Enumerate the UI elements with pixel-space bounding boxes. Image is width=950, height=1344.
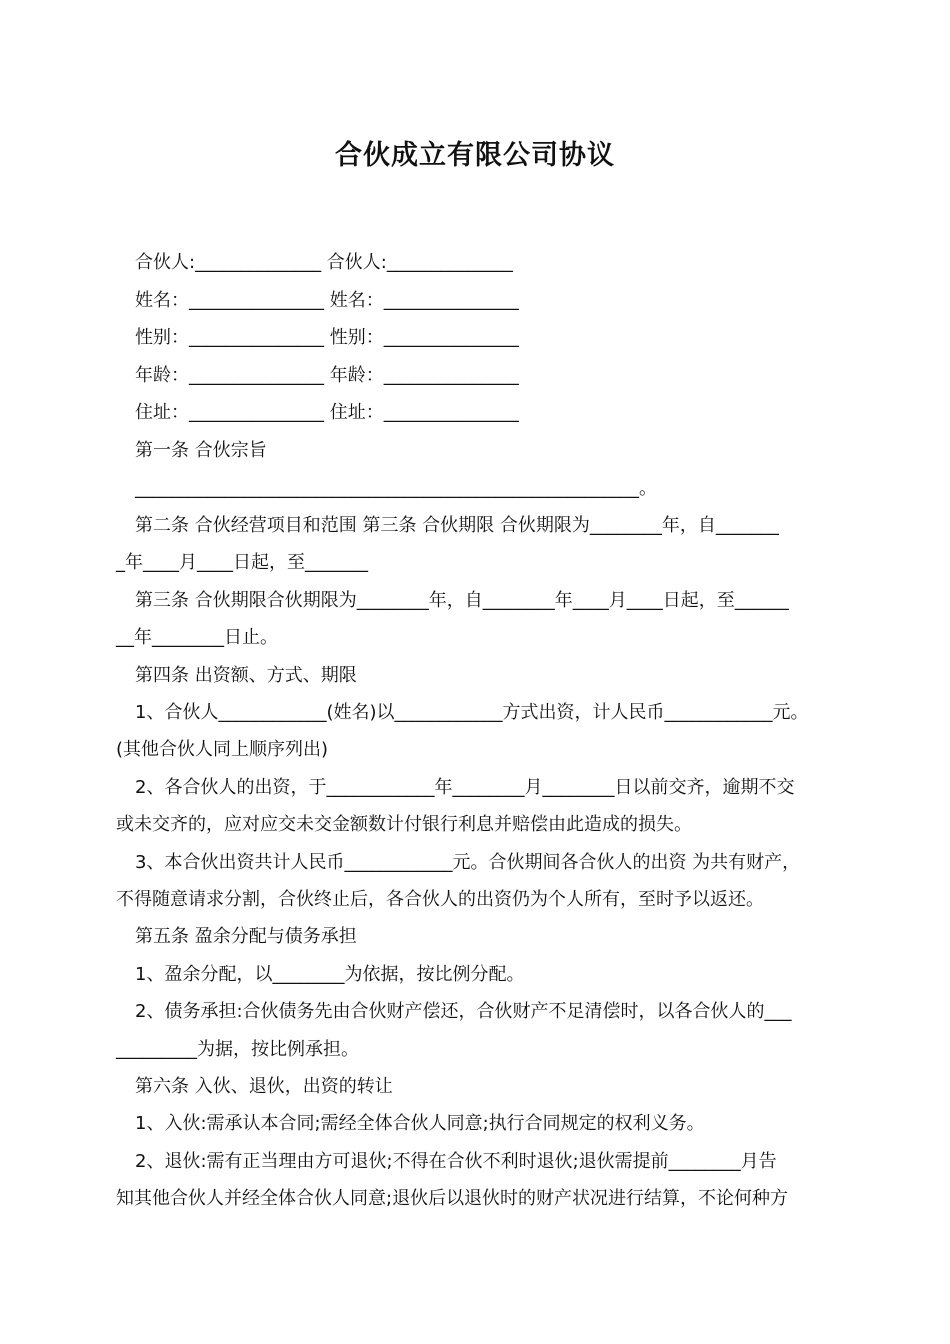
article-5-item-2-cont: _________为据，按比例承担。 (116, 1039, 359, 1060)
article-4-item-2: 2、各合伙人的出资，于____________年________月________日以前交齐，逾期不交 (135, 777, 795, 798)
article-4-item-3: 3、本合伙出资共计人民币____________元。合伙期间各合伙人的出资 为共有财产， (135, 852, 801, 873)
article-2-cont: _年____月____日起，至_______ (116, 552, 368, 573)
article-1-blank: ________________________________________________________。 (135, 478, 657, 499)
article-4-item-3-cont: 不得随意请求分割，合伙终止后，各合伙人的出资仍为个人所有，至时予以返还。 (116, 889, 764, 910)
article-3-line: 第三条 合伙期限合伙期限为________年，自________年____月____日起，至______ (135, 590, 789, 611)
article-6-item-2-cont: 知其他合伙人并经全体合伙人同意;退伙后以退伙时的财产状况进行结算，不论何种方 (116, 1188, 789, 1209)
document-title: 合伙成立有限公司协议 (335, 140, 615, 171)
article-5-item-2: 2、债务承担:合伙债务先由合伙财产偿还，合伙财产不足清偿时，以各合伙人的___ (135, 1001, 792, 1022)
article-4-item-1: 1、合伙人____________(姓名)以____________方式出资，计人民币____________元。 (135, 702, 809, 723)
address-line: 住址：_______________ 住址：_______________ (135, 402, 519, 423)
article-4-heading: 第四条 出资额、方式、期限 (135, 665, 357, 686)
article-6-item-1: 1、入伙:需承认本合同;需经全体合伙人同意;执行合同规定的权利义务。 (135, 1113, 705, 1134)
partner-header-line: 合伙人:______________ 合伙人:______________ (135, 252, 513, 273)
age-line: 年龄：_______________ 年龄：_______________ (135, 365, 519, 386)
article-5-item-1: 1、盈余分配，以________为依据，按比例分配。 (135, 964, 525, 985)
article-3-cont: __年________日止。 (116, 627, 278, 648)
article-6-item-2: 2、退伙:需有正当理由方可退伙;不得在合伙不利时退伙;退伙需提前________月告 (135, 1151, 777, 1172)
article-5-heading: 第五条 盈余分配与债务承担 (135, 926, 357, 947)
article-2-line: 第二条 合伙经营项目和范围 第三条 合伙期限 合伙期限为________年，自_______ (135, 515, 779, 536)
article-4-item-1-note: (其他合伙人同上顺序列出) (116, 739, 329, 760)
article-1-heading: 第一条 合伙宗旨 (135, 440, 267, 461)
name-line: 姓名：_______________ 姓名：_______________ (135, 290, 519, 311)
article-6-heading: 第六条 入伙、退伙，出资的转让 (135, 1076, 393, 1097)
gender-line: 性别：_______________ 性别：_______________ (135, 327, 519, 348)
article-4-item-2-cont: 或未交齐的，应对应交未交金额数计付银行利息并赔偿由此造成的损失。 (116, 814, 692, 835)
